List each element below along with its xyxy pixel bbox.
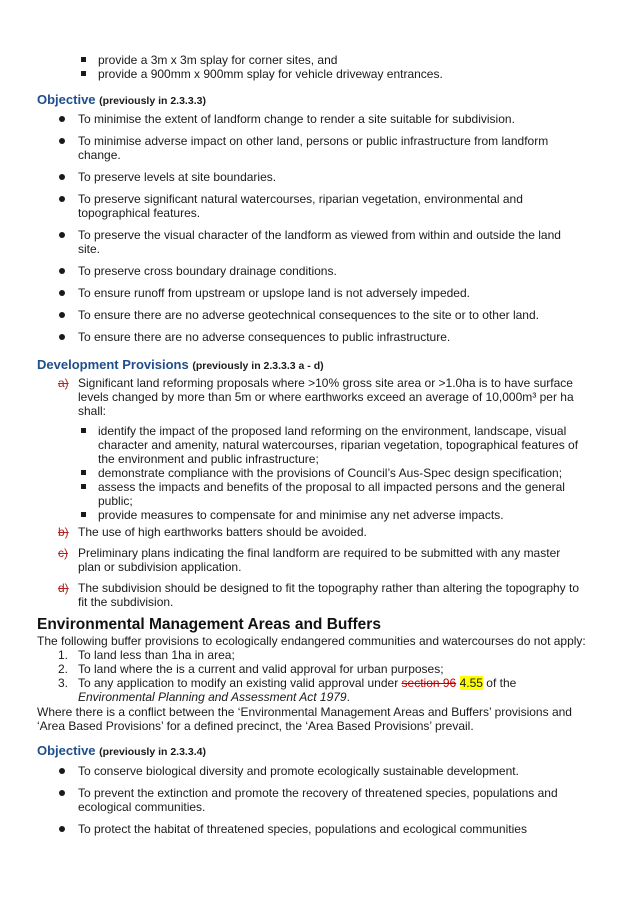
square-bullet-icon: [81, 484, 86, 489]
list-item: To minimise adverse impact on other land, persons or public infrastructure from landform change.: [78, 134, 583, 162]
list-item: To prevent the extinction and promote the recovery of threatened species, populations and ecological communities.: [78, 786, 583, 814]
square-bullet-icon: [81, 428, 86, 433]
list-item: provide a 900mm x 900mm splay for vehicle driveway entrances.: [98, 67, 598, 81]
deleted-text: section 96: [401, 676, 457, 690]
section-intro: The following buffer provisions to ecologically endangered communities and watercourses do not apply:: [37, 634, 586, 648]
provision-c: c) Preliminary plans indicating the final landform are required to be submitted with any master plan or subdivision application.: [58, 546, 561, 574]
provisions-list: [58, 376, 583, 418]
round-bullet-icon: [59, 826, 65, 832]
round-bullet-icon: [59, 268, 65, 274]
square-bullet-icon: [81, 57, 86, 62]
exemption-list: [58, 648, 583, 704]
list-item: To ensure runoff from upstream or upslope land is not adversely impeded.: [78, 286, 583, 300]
objective-list-2: [78, 764, 583, 844]
list-item: assess the impacts and benefits of the proposal to all impacted persons and the general public;: [98, 480, 588, 508]
list-item: demonstrate compliance with the provisions of Council’s Aus-Spec design specification;: [98, 466, 588, 480]
round-bullet-icon: [59, 312, 65, 318]
provision-d: d) The subdivision should be designed to fit the topography rather than altering the topography to fit the subdivision.: [58, 581, 580, 609]
provision-a-bullets: [98, 424, 588, 522]
objective-heading: Objective (previously in 2.3.3.3): [37, 92, 206, 107]
splay-bullet-list: [98, 53, 598, 81]
list-item: To conserve biological diversity and promote ecologically sustainable development.: [78, 764, 583, 778]
list-item: To preserve the visual character of the landform as viewed from within and outside the land site.: [78, 228, 583, 256]
list-item: To preserve levels at site boundaries.: [78, 170, 583, 184]
list-item: To protect the habitat of threatened species, populations and ecological communities: [78, 822, 583, 836]
list-item: To ensure there are no adverse geotechnical consequences to the site or to other land.: [78, 308, 583, 322]
round-bullet-icon: [59, 116, 65, 122]
round-bullet-icon: [59, 790, 65, 796]
list-item: 2. To land where the is a current and valid approval for urban purposes;: [58, 662, 444, 676]
list-item: provide a 3m x 3m splay for corner sites, and: [98, 53, 598, 67]
list-item: To minimise the extent of landform change to render a site suitable for subdivision.: [78, 112, 583, 126]
round-bullet-icon: [59, 174, 65, 180]
provisions-list-cont: [58, 525, 583, 609]
act-title: Environmental Planning and Assessment Act 1979: [78, 690, 347, 704]
list-item: 3. To any application to modify an existing valid approval under section 96 4.55 of the Environmental Planning and Assessment Act 1979.: [58, 676, 517, 704]
round-bullet-icon: [59, 290, 65, 296]
objective-list: [78, 112, 583, 352]
conflict-paragraph: Where there is a conflict between the ‘Environmental Management Areas and Buffers’ provisions and ‘Area Based Provisions’ for a defined precinct, the ‘Area Based Provisions’ prevail.: [37, 705, 572, 733]
provision-b: b) The use of high earthworks batters should be avoided.: [58, 525, 367, 539]
objective-heading-2: Objective (previously in 2.3.3.4): [37, 743, 206, 758]
list-item: 1. To land less than 1ha in area;: [58, 648, 235, 662]
round-bullet-icon: [59, 138, 65, 144]
list-item: To preserve cross boundary drainage conditions.: [78, 264, 583, 278]
development-provisions-heading: Development Provisions (previously in 2.3.3.3 a - d): [37, 357, 324, 372]
round-bullet-icon: [59, 768, 65, 774]
provision-a: a) Significant land reforming proposals where >10% gross site area or >1.0ha is to have surface levels changed by more than 5m or where earthworks exceed an average of 10,000m³ per ha shall:: [58, 376, 574, 418]
round-bullet-icon: [59, 196, 65, 202]
list-item: provide measures to compensate for and minimise any net adverse impacts.: [98, 508, 588, 522]
list-item: To preserve significant natural watercourses, riparian vegetation, environmental and topographical features.: [78, 192, 583, 220]
inserted-highlight: 4.55: [459, 676, 483, 690]
square-bullet-icon: [81, 512, 86, 517]
square-bullet-icon: [81, 470, 86, 475]
list-item: identify the impact of the proposed land reforming on the environment, landscape, visual character and amenity, natural watercourses, riparian vegetation, topographical features of the environment and public infrastructure;: [98, 424, 588, 466]
round-bullet-icon: [59, 334, 65, 340]
round-bullet-icon: [59, 232, 65, 238]
square-bullet-icon: [81, 71, 86, 76]
section-heading: Environmental Management Areas and Buffers: [37, 616, 381, 633]
list-item: To ensure there are no adverse consequences to public infrastructure.: [78, 330, 583, 344]
